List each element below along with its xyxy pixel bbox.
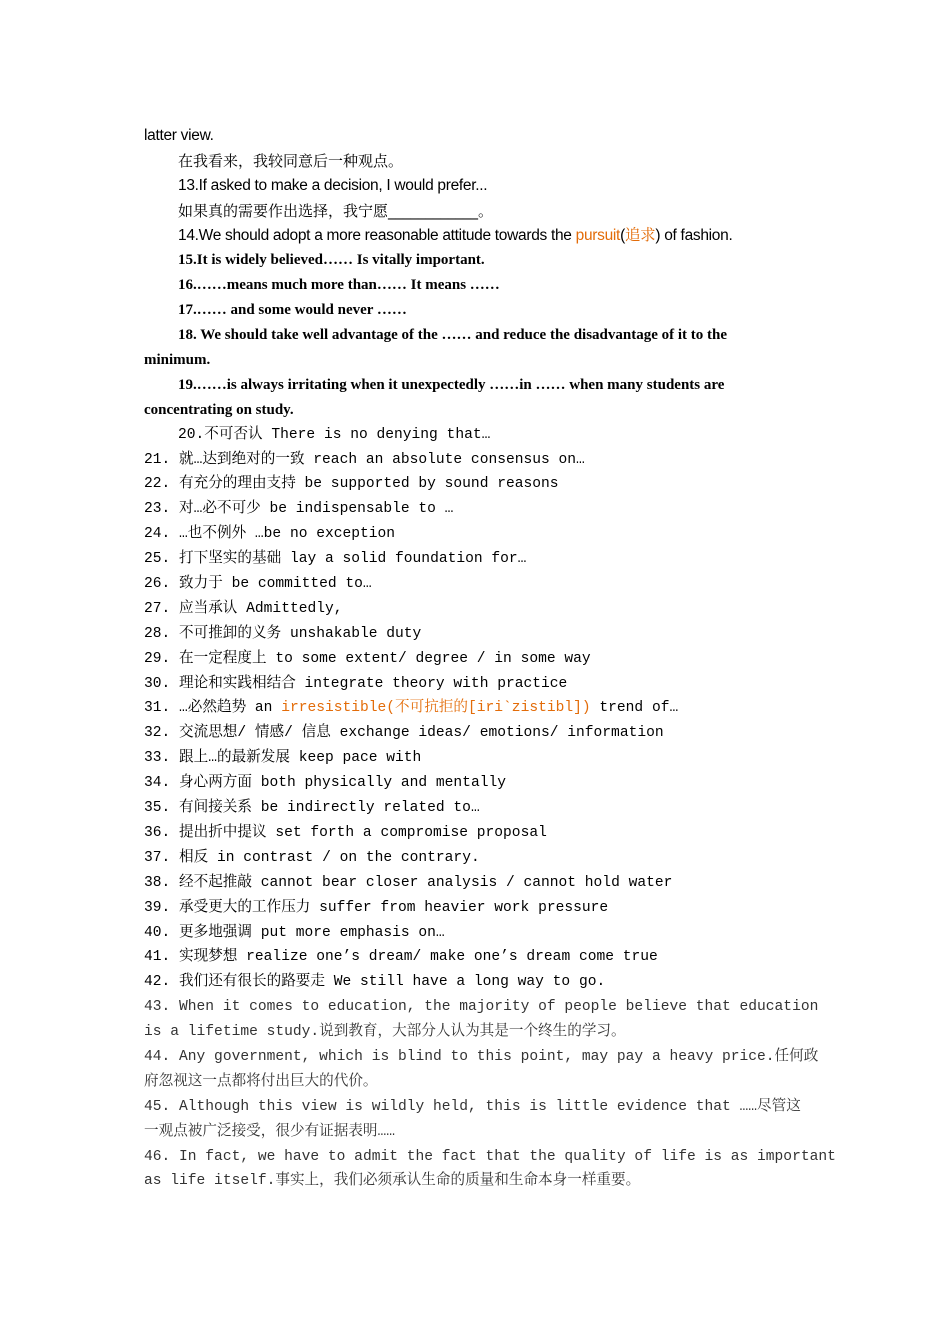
phrase-14 <box>144 224 808 249</box>
phrase-14-gloss: 追求 <box>624 226 656 244</box>
phrase-15: 15.It is widely believed…… Is vitally important. <box>178 252 485 269</box>
text-line-latter-view: latter view. <box>144 127 214 144</box>
phrase-27: 27. 应当承认 Admittedly, <box>144 600 343 617</box>
phrase-25: 25. 打下坚实的基础 lay a solid foundation for… <box>144 551 527 568</box>
phrase-22: 22. 有充分的理由支持 be supported by sound reasons <box>144 476 559 493</box>
phrase-14-tail: ) of fashion. <box>655 226 733 244</box>
phrase-24: 24. …也不例外 …be no exception <box>144 526 396 543</box>
phrase-17: 17.…… and some would never …… <box>178 302 407 319</box>
phrase-31 <box>144 696 808 721</box>
phrase-31-gloss: (不可抗拒的[iri`zistibl]) <box>386 700 591 717</box>
phrase-19: 19.……is always irritating when it unexpectedly ……in …… when many students are <box>178 376 725 393</box>
document-page <box>144 124 836 1194</box>
phrase-26: 26. 致力于 be committed to… <box>144 576 372 593</box>
phrase-13: 13.If asked to make a decision, I would prefer... <box>178 176 488 194</box>
phrase-14-term: pursuit <box>575 226 621 244</box>
phrase-13-cn: 如果真的需要作出选择，我宁愿____________。 <box>178 201 494 220</box>
phrase-34: 34. 身心两方面 both physically and mentally <box>144 775 506 792</box>
sentence-46-cont: as life itself.事实上，我们必须承认生命的质量和生命本身一样重要。 <box>144 1173 641 1190</box>
phrase-36: 36. 提出折中提议 set forth a compromise proposal <box>144 824 547 841</box>
phrase-16: 16.……means much more than…… It means …… <box>178 277 500 294</box>
phrase-42: 42. 我们还有很长的路要走 We still have a long way to go. <box>144 974 606 991</box>
phrase-19-cont: concentrating on study. <box>144 401 294 418</box>
phrase-31-tail: trend of… <box>590 700 679 717</box>
phrase-40: 40. 更多地强调 put more emphasis on… <box>144 924 445 941</box>
sentence-46: 46. In fact, we have to admit the fact that the quality of life is as important <box>144 1148 836 1165</box>
phrase-38: 38. 经不起推敲 cannot bear closer analysis / cannot hold water <box>144 874 673 891</box>
sentence-43-cont: is a lifetime study.说到教育，大部分人认为其是一个终生的学习。 <box>144 1024 626 1041</box>
phrase-41: 41. 实现梦想 realize one’s dream/ make one’s dream come true <box>144 949 658 966</box>
sentence-44: 44. Any government, which is blind to this point, may pay a heavy price.任何政 <box>144 1048 819 1065</box>
sentence-45: 45. Although this view is wildly held, this is little evidence that ……尽管这 <box>144 1098 801 1115</box>
phrase-23: 23. 对…必不可少 be indispensable to … <box>144 501 454 518</box>
sentence-45-cont: 一观点被广泛接受，很少有证据表明…… <box>144 1123 396 1140</box>
phrase-29: 29. 在一定程度上 to some extent/ degree / in some way <box>144 650 591 667</box>
phrase-31-term: irresistible <box>281 700 387 717</box>
phrase-14-paren: ( <box>620 226 625 244</box>
phrase-31-text: 31. …必然趋势 an <box>144 700 282 717</box>
phrase-39: 39. 承受更大的工作压力 suffer from heavier work pressure <box>144 899 609 916</box>
sentence-43: 43. When it comes to education, the majority of people believe that education <box>144 999 819 1016</box>
phrase-14-text: 14.We should adopt a more reasonable attitude towards the <box>178 226 576 244</box>
sentence-44-cont: 府忽视这一点都将付出巨大的代价。 <box>144 1073 378 1090</box>
phrase-32: 32. 交流思想/ 情感/ 信息 exchange ideas/ emotions/ information <box>144 725 664 742</box>
phrase-28: 28. 不可推卸的义务 unshakable duty <box>144 625 422 642</box>
phrase-37: 37. 相反 in contrast / on the contrary. <box>144 849 480 866</box>
phrase-30: 30. 理论和实践相结合 integrate theory with practice <box>144 675 568 692</box>
text-line-cn-opinion: 在我看来，我较同意后一种观点。 <box>178 151 404 170</box>
phrase-33: 33. 跟上…的最新发展 keep pace with <box>144 750 422 767</box>
phrase-35: 35. 有间接关系 be indirectly related to… <box>144 800 480 817</box>
phrase-18: 18. We should take well advantage of the …… and reduce the disadvantage of it to the <box>178 327 728 344</box>
phrase-21: 21. 就…达到绝对的一致 reach an absolute consensus on… <box>144 451 585 468</box>
phrase-20: 20.不可否认 There is no denying that… <box>178 426 491 443</box>
phrase-18-cont: minimum. <box>144 352 211 369</box>
